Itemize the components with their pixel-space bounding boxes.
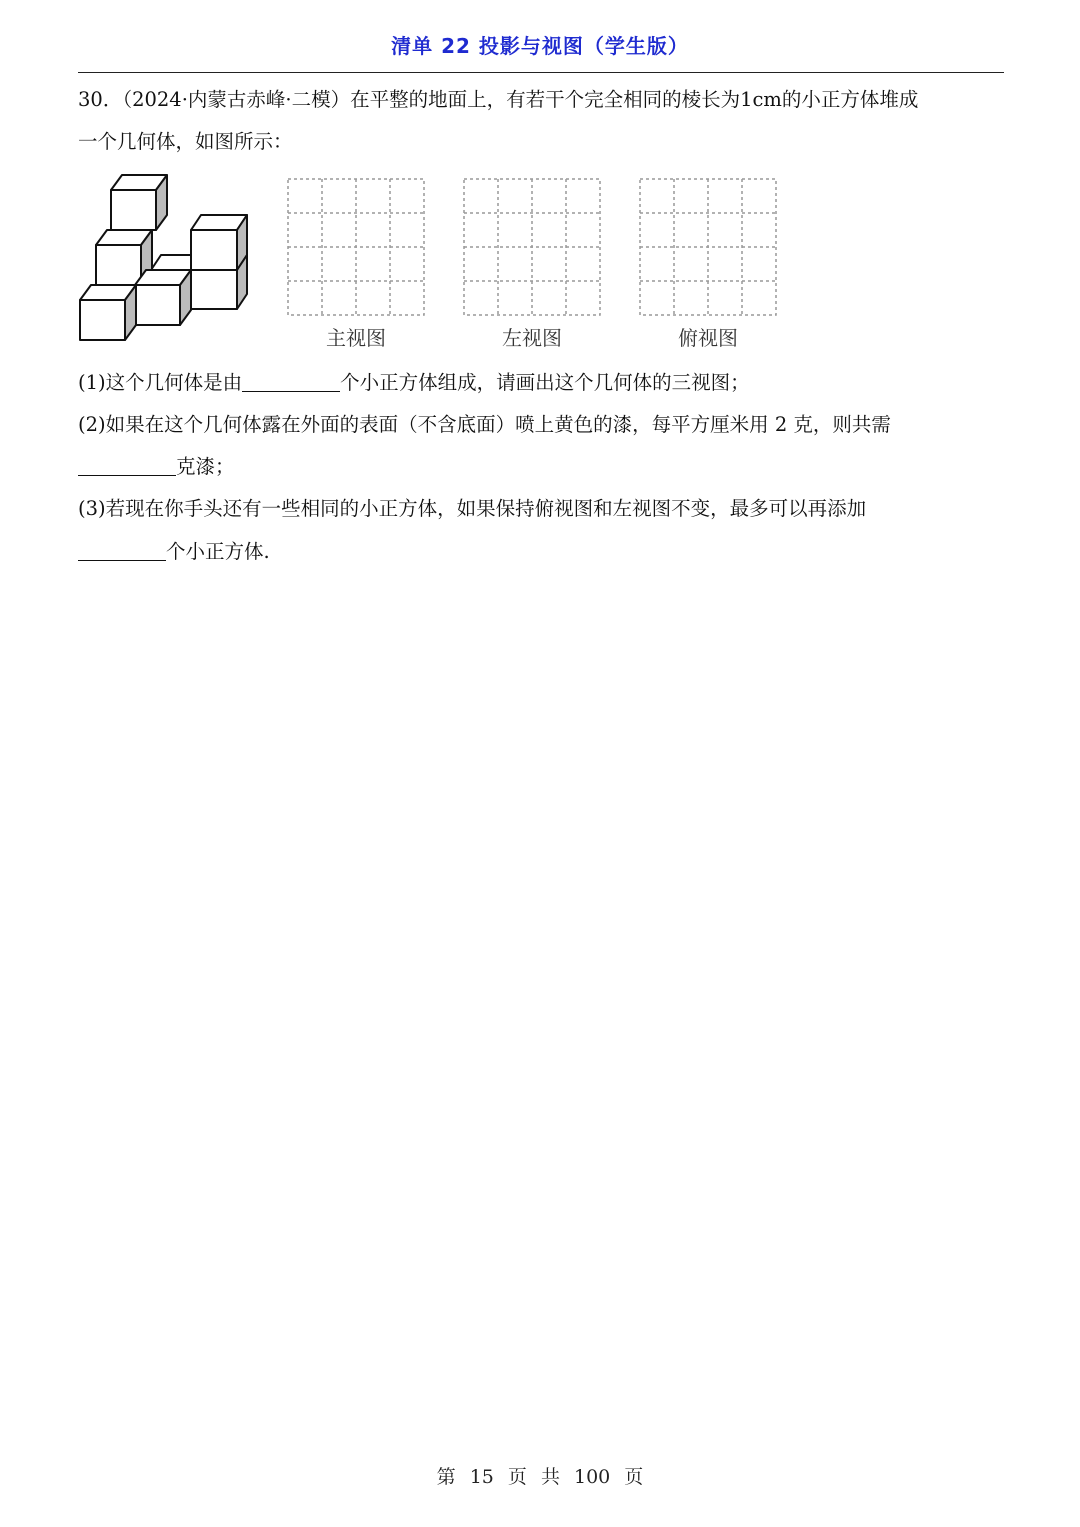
page-footer: 第 15 页 共 100 页	[436, 1466, 644, 1488]
top-view-grid-lines	[639, 178, 777, 316]
part1-answer-blank[interactable]	[242, 371, 340, 392]
cube-stack-figure	[78, 170, 253, 349]
question-number: 30．	[78, 88, 123, 111]
part2-line2	[78, 453, 235, 481]
top-view-caption: 俯视图	[678, 326, 738, 350]
question-stem-text: （2024·内蒙古赤峰·二模）在平整的地面上，有若干个完全相同的棱长为1cm的小正方体堆成	[122, 88, 919, 111]
part2-line1: (2)如果在这个几何体露在外面的表面（不含底面）喷上黄色的漆，每平方厘米用 2 克，则共需	[78, 413, 891, 436]
front-view-caption: 主视图	[326, 326, 386, 350]
cube-stack-drawing	[78, 170, 253, 345]
left-view-grid	[463, 178, 601, 351]
part2-suffix: 克漆；	[176, 455, 235, 478]
part1-line	[78, 369, 750, 397]
question-stem-line1	[78, 86, 918, 114]
left-view-grid-lines	[463, 178, 601, 316]
part3-line2	[78, 538, 270, 566]
front-view-grid-lines	[287, 178, 425, 316]
front-view-grid	[287, 178, 425, 351]
left-view-caption: 左视图	[502, 326, 562, 350]
part1-suffix: 个小正方体组成，请画出这个几何体的三视图；	[340, 371, 750, 394]
question-stem-line2: 一个几何体，如图所示：	[78, 130, 293, 153]
part3-line1: (3)若现在你手头还有一些相同的小正方体，如果保持俯视图和左视图不变，最多可以再添加	[78, 497, 867, 520]
part3-suffix: 个小正方体.	[166, 540, 270, 563]
header-rule	[78, 72, 1004, 73]
part1-prefix: (1)这个几何体是由	[78, 371, 243, 394]
top-view-grid	[639, 178, 777, 351]
part3-answer-blank[interactable]	[78, 540, 166, 561]
page-header-title: 清单 22 投影与视图（学生版）	[391, 34, 689, 58]
part2-answer-blank[interactable]	[78, 455, 176, 476]
